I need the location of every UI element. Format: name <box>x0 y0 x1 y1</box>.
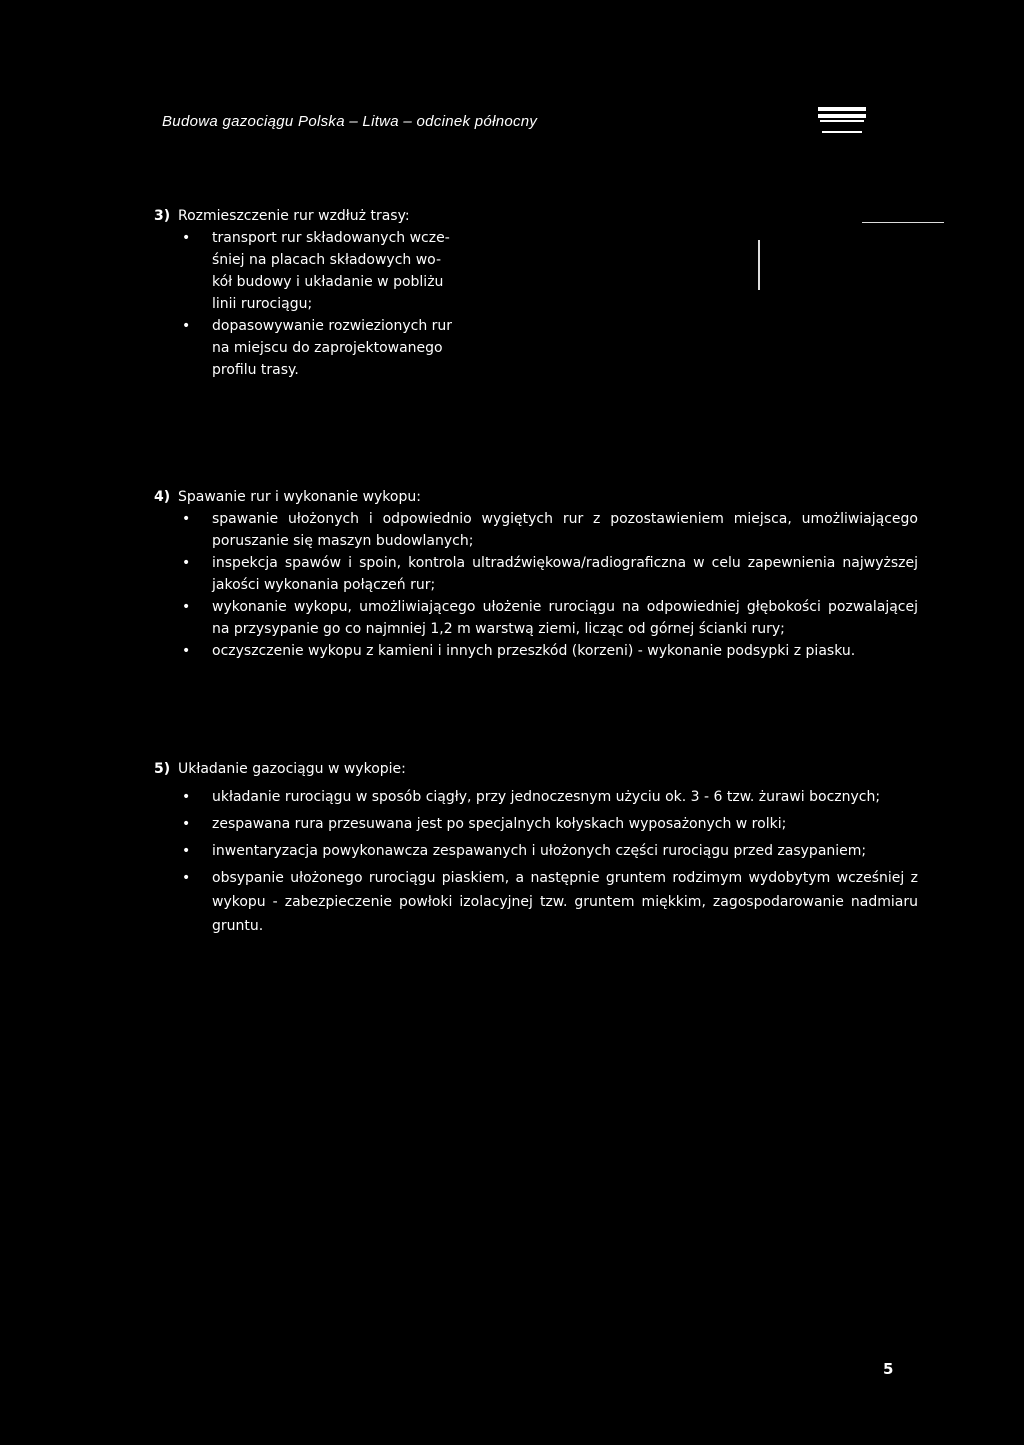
list-item <box>154 596 918 640</box>
page-header-title: Budowa gazociągu Polska – Litwa – odcinek północny <box>162 113 538 130</box>
list-item-text: obsypanie ułożonego rurociągu piaskiem, a następnie gruntem rodzimym wydobytym wcześniej z wykopu - zabezpieczenie powłoki izolacyjnej tzw. gruntem miękkim, zagospodarowanie nadmiaru gruntu. <box>212 870 918 934</box>
section-5 <box>154 757 918 938</box>
section-number: 3) <box>154 208 171 224</box>
page-number: 5 <box>883 1360 894 1378</box>
section-number: 4) <box>154 489 171 505</box>
section-heading-text: Rozmieszczenie rur wzdłuż trasy: <box>178 208 410 224</box>
list-item <box>154 227 494 315</box>
list-item-text: wykonanie wykopu, umożliwiającego ułożenie rurociągu na odpowiedniej głębokości pozwalającej na przysypanie go co najmniej 1,2 m warstwą ziemi, licząc od górnej ścianki rury; <box>212 599 918 637</box>
bullet-icon: • <box>182 318 191 334</box>
section-heading-text: Układanie gazociągu w wykopie: <box>178 761 406 777</box>
bullet-icon: • <box>182 643 191 659</box>
image-frame-horizontal-line <box>862 222 944 223</box>
bullet-icon: • <box>182 599 191 615</box>
list-item-text: zespawana rura przesuwana jest po specjalnych kołyskach wyposażonych w rolki; <box>212 816 787 832</box>
section-heading <box>154 205 494 227</box>
list-item <box>154 640 918 662</box>
bullet-icon: • <box>182 816 191 832</box>
list-item-text: inwentaryzacja powykonawcza zespawanych i ułożonych części rurociągu przed zasypaniem; <box>212 843 867 859</box>
image-frame-vertical-line <box>758 240 760 290</box>
bullet-icon: • <box>182 230 191 246</box>
list-item-text: spawanie ułożonych i odpowiednio wygiętych rur z pozostawieniem miejsca, umożliwiającego poruszanie się maszyn budowlanych; <box>212 511 918 549</box>
list-item <box>154 508 918 552</box>
bullet-icon: • <box>182 555 191 571</box>
list-item <box>154 785 918 809</box>
list-item <box>154 552 918 596</box>
list-item <box>154 866 918 938</box>
section-number: 5) <box>154 761 171 777</box>
section-heading-text: Spawanie rur i wykonanie wykopu: <box>178 489 421 505</box>
bullet-icon: • <box>182 511 191 527</box>
list-item <box>154 812 918 836</box>
bullet-icon: • <box>182 789 191 805</box>
section-4 <box>154 486 918 662</box>
bullet-icon: • <box>182 843 191 859</box>
section-heading <box>154 486 918 508</box>
company-logo <box>818 103 866 139</box>
list-item-text: inspekcja spawów i spoin, kontrola ultradźwiękowa/radiograficzna w celu zapewnienia najwyższej jakości wykonania połączeń rur; <box>212 555 918 593</box>
list-item <box>154 315 494 381</box>
bullet-icon: • <box>182 870 191 886</box>
list-item-text: transport rur składowanych wcze- śniej na placach składowych wo- kół budowy i układanie w pobliżu linii rurociągu; <box>212 230 450 312</box>
list-item-text: dopasowywanie rozwiezionych rur na miejscu do zaprojektowanego profilu trasy. <box>212 318 453 378</box>
list-item-text: oczyszczenie wykopu z kamieni i innych przeszkód (korzeni) - wykonanie podsypki z piasku. <box>212 643 856 659</box>
list-item <box>154 839 918 863</box>
section-heading <box>154 757 918 781</box>
list-item-text: układanie rurociągu w sposób ciągły, przy jednoczesnym użyciu ok. 3 - 6 tzw. żurawi bocznych; <box>212 789 881 805</box>
section-3 <box>154 205 494 381</box>
